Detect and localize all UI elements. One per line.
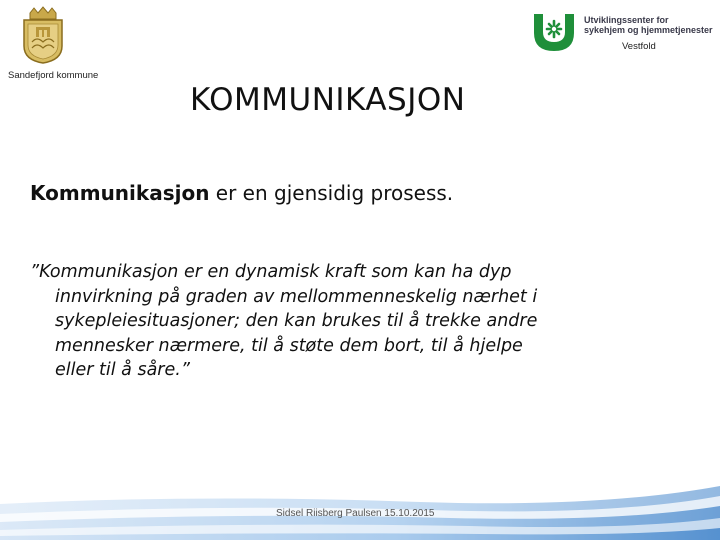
quote-line: ”Kommunikasjon er en dynamisk kraft som kan ha dyp: [30, 262, 512, 282]
lead-bold-term: Kommunikasjon: [30, 181, 210, 205]
slide-title: KOMMUNIKASJON: [190, 82, 466, 118]
quote-line: sykepleiesituasjoner; den kan brukes til å trekke andre: [55, 311, 538, 331]
quote-line: innvirkning på graden av mellommenneskelig nærhet i: [55, 286, 538, 307]
quote-block: [30, 260, 670, 383]
center-name-line-2: sykehjem og hjemmetjenester: [584, 25, 713, 35]
development-center-logo: [532, 12, 576, 52]
footer-author-date: Sidsel Riisberg Paulsen 15.10.2015: [276, 508, 435, 519]
region-label: Vestfold: [622, 41, 656, 52]
municipality-name: Sandefjord kommune: [8, 70, 99, 81]
quote-line: eller til å såre.”: [55, 360, 190, 380]
quote-line: mennesker nærmere, til å støte dem bort, til å hjelpe: [55, 335, 523, 356]
lead-rest: er en gjensidig prosess.: [209, 181, 454, 205]
development-center-name: [584, 15, 714, 35]
sandefjord-crest-logo: [22, 6, 64, 64]
lead-statement: [30, 181, 453, 205]
center-name-line-1: Utviklingssenter for: [584, 15, 669, 25]
